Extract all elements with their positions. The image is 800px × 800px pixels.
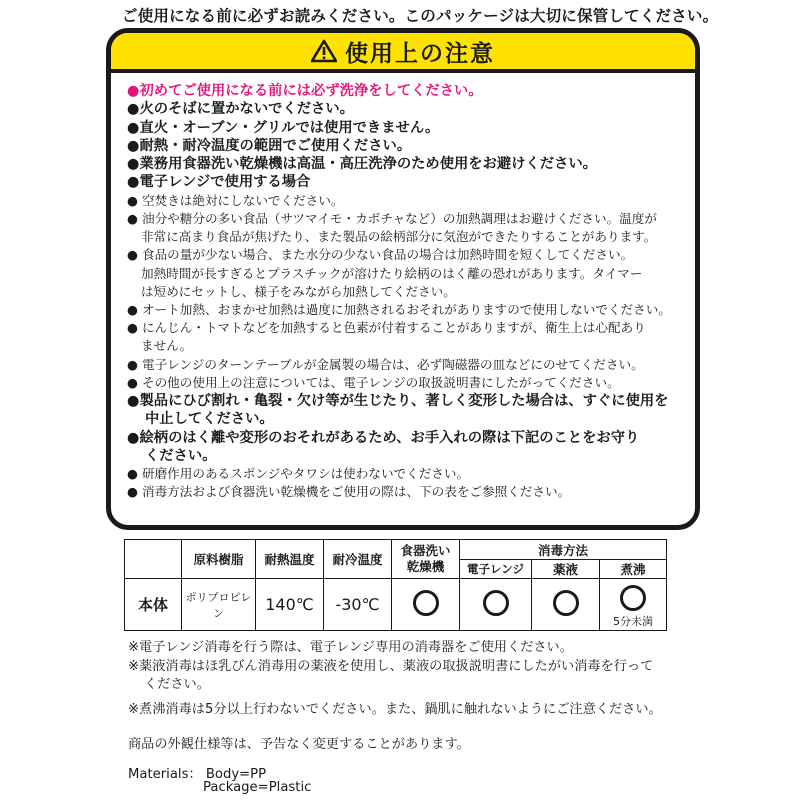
caution-title: 使用上の注意 [345, 40, 495, 67]
note-item-continued: ください。 [144, 677, 210, 692]
caution-header [111, 33, 695, 73]
ok-circle-icon [413, 590, 439, 616]
cell-heat-resistance: 140℃ [256, 579, 324, 631]
caution-list [111, 73, 695, 502]
caution-box [106, 28, 700, 530]
change-notice: 商品の外観仕様等は、予告なく変更することがあります。 [128, 737, 470, 752]
caution-item: ●初めてご使用になる前には必ず洗浄をしてください。 [127, 83, 483, 99]
microwave-subitem-continued: 加熱時間が長すぎるとプラスチックが溶けたり絵柄のはく離の恐れがあります。タイマー [141, 265, 643, 281]
microwave-subitem: ● 油分や糖分の多い食品（サツマイモ・カボチャなど）の加熱調理はお避けください。温度が [127, 210, 657, 226]
header-material: 原料樹脂 [182, 540, 256, 579]
note-item: ※薬液消毒はほ乳びん消毒用の薬液を使用し、薬液の取扱説明書にしたがい消毒を行って [128, 658, 654, 674]
materials-label: Materials： [128, 767, 202, 782]
microwave-subitem-continued: は短めにセットし、様子をみながら加熱してください。 [141, 283, 456, 299]
header-microwave: 電子レンジ [460, 560, 532, 579]
microwave-subitem: ● 空焚きは絶対にしないでください。 [127, 192, 344, 208]
boiling-note: 5分未満 [613, 615, 653, 628]
ok-circle-icon [620, 585, 646, 611]
cell-chemical [532, 579, 600, 631]
header-cold-resistance: 耐冷温度 [324, 540, 392, 579]
header-dishwasher-line1: 食器洗い [400, 543, 451, 558]
cell-boiling [600, 579, 667, 631]
microwave-subitem-continued: ません。 [141, 338, 193, 354]
microwave-subitem: ● オート加熱、おまかせ加熱は過度に加熱されるおそれがありますので使用しないでください。 [127, 302, 671, 317]
caution-item: ●業務用食器洗い乾燥機は高温・高圧洗浄のため使用をお避けください。 [127, 156, 597, 173]
ok-circle-icon [483, 590, 509, 616]
care-subitem: ● 研磨作用のあるスポンジやタワシは使わないでください。 [127, 466, 470, 482]
header-dishwasher-line2: 乾燥機 [406, 559, 445, 574]
caution-item: ●火のそばに置かないでください。 [127, 101, 354, 118]
package-material: Package=Plastic [203, 780, 312, 795]
ok-circle-icon [553, 590, 579, 616]
microwave-subitem: ● にんじん・トマトなどを加熱すると色素が付着することがありますが、衛生上は心配あり [127, 320, 646, 336]
row-label-body: 本体 [125, 579, 182, 631]
caution-item: ●絵柄のはく離や変形のおそれがあるため、お手入れの際は下記のことをお守り [127, 429, 640, 446]
microwave-subitem-continued: 非常に高まり食品が焦げたり、また製品の絵柄部分に気泡ができたりすることがあります。 [141, 229, 657, 245]
caution-item: ●耐熱・耐冷温度の範囲でご使用ください。 [127, 137, 412, 154]
body-material: Body=PP [205, 767, 267, 782]
top-notice: ご使用になる前に必ずお読みください。このパッケージは大切に保管してください。 [122, 7, 719, 25]
note-item: ※電子レンジ消毒を行う際は、電子レンジ専用の消毒器をご使用ください。 [128, 640, 573, 655]
disinfection-notes [128, 639, 662, 719]
note-item: ※煮沸消毒は5分以上行わないでください。また、鍋肌に触れないようにご注意ください。 [128, 701, 662, 717]
header-boiling: 煮沸 [600, 560, 667, 579]
cell-cold-resistance: -30℃ [324, 579, 392, 631]
header-dishwasher [392, 540, 460, 579]
warning-triangle-icon [311, 39, 337, 63]
care-subitem: ● 消毒方法および食器洗い乾燥機をご使用の際は、下の表をご参照ください。 [127, 484, 571, 500]
caution-item: ●電子レンジで使用する場合 [127, 174, 311, 191]
microwave-subitem: ● 電子レンジのターンテーブルが金属製の場合は、必ず陶磁器の皿などにのせてください。 [127, 356, 644, 372]
cell-microwave [460, 579, 532, 631]
microwave-subitem: ● その他の使用上の注意については、電子レンジの取扱説明書にしたがってください。 [127, 374, 620, 390]
header-disinfection: 消毒方法 [460, 540, 667, 560]
header-chemical: 薬液 [532, 560, 600, 579]
spec-table [124, 539, 667, 631]
caution-item-continued: 中止してください。 [145, 411, 274, 428]
cell-material: ポリプロピレン [182, 579, 256, 631]
header-heat-resistance: 耐熱温度 [256, 540, 324, 579]
table-corner-cell [125, 540, 182, 579]
microwave-subitem: ● 食品の量が少ない場合、また水分の少ない食品の場合は加熱時間を短くしてください。 [127, 247, 634, 263]
caution-item-continued: ください。 [145, 447, 217, 464]
cell-dishwasher [392, 579, 460, 631]
caution-item: ●製品にひび割れ・亀裂・欠け等が生じたり、著しく変形した場合は、すぐに使用を [127, 393, 669, 410]
caution-item: ●直火・オーブン・グリルでは使用できません。 [127, 119, 440, 136]
